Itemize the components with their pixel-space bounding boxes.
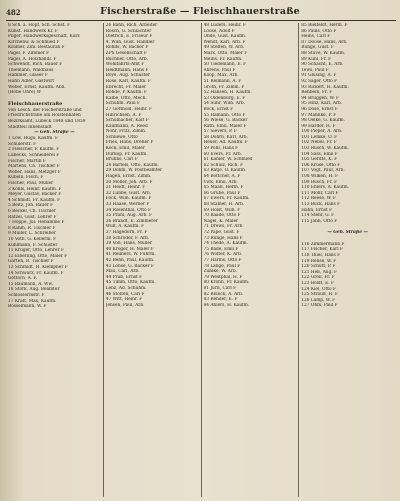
directory-entry: Runge, Gust. F bbox=[301, 45, 334, 51]
directory-entry: 116 Zimmermann F bbox=[301, 241, 345, 247]
directory-entry: 103 Rusch, W. Kaufm. bbox=[301, 146, 349, 152]
directory-entry: Rohlfs, W. Bäcker F bbox=[105, 45, 149, 51]
directory-entry: 9 Müller, L. Schreiber bbox=[8, 231, 56, 237]
directory-entry: 84 Ahlers, H. Kaufm. bbox=[203, 302, 250, 308]
directory-entry: 51 Reimann, A. F bbox=[203, 78, 242, 84]
directory-entry: 54 Suhr, Wilh. Arb. bbox=[203, 101, 245, 107]
directory-entry: 58 Dohrn, Karl, Arb. bbox=[203, 134, 248, 140]
directory-entry: (Hohe Ohre) W bbox=[8, 90, 42, 96]
directory-entry: 88 Stüve, W. Kaufm. bbox=[301, 50, 346, 56]
directory-entry: 37 Hagedorn, Fr. F bbox=[105, 229, 148, 235]
directory-entry: 86 Pauls, Otto F bbox=[301, 28, 337, 34]
columns-container bbox=[6, 23, 396, 497]
directory-entry: 56 Wiese, G. Bäcker bbox=[203, 118, 248, 124]
directory-entry: 124 Kiel, Otto F bbox=[301, 286, 336, 292]
directory-entry: 65 Maaß, Herm. F bbox=[203, 185, 244, 191]
directory-entry: — Geh. Straße — bbox=[327, 229, 368, 235]
directory-entry: 66 Grube, Paul F bbox=[203, 190, 241, 196]
directory-entry: 106 Kruse, Otto F bbox=[301, 162, 341, 168]
directory-entry: 95 Hinz, Karl, Arb. bbox=[301, 101, 343, 107]
directory-entry: Vick, Emil, Arb. bbox=[203, 179, 238, 185]
directory-entry: Weber, Hans, Metzger F bbox=[8, 169, 61, 175]
directory-entry: Von Lesch. der Fischerstraße und bbox=[8, 107, 82, 113]
directory-entry: 77 Harms, Otto F bbox=[203, 257, 242, 263]
directory-entry: 36 Brandt, E. Zimmerer bbox=[105, 218, 158, 224]
directory-entry: 38 Schröder, F. Arb. bbox=[105, 235, 150, 241]
directory-entry: 29 Dohm, W. Postbeamter bbox=[105, 168, 163, 174]
directory-entry: Bruhns, Carl F bbox=[105, 157, 138, 163]
directory-entry: 14 Schwarz, Fr. Kaufm. F bbox=[8, 270, 64, 276]
directory-entry: Meyer, Gustav, Bäcker F bbox=[8, 192, 62, 198]
directory-entry: 44 Prüß, Ernst F bbox=[105, 274, 143, 280]
directory-entry: 78 Lange, Paul F bbox=[203, 263, 241, 269]
directory-entry: Garten, B. Tischler F bbox=[8, 259, 54, 265]
directory-entry: Rohde, P. Kaufm. F bbox=[105, 90, 148, 96]
directory-entry: 47 Witt, Heinr. F bbox=[105, 297, 143, 303]
directory-entry: 85 Bielfeldt, Herm. F bbox=[301, 23, 348, 28]
directory-entry: Rose, Karl, Kaufm. F bbox=[105, 78, 151, 84]
directory-entry: 10 Voth, G. Kellerm. F bbox=[8, 236, 57, 242]
directory-entry: Martens, Ch. Tischler F bbox=[8, 164, 60, 170]
directory-entry: 109 Busch, Fr. F bbox=[301, 179, 338, 185]
directory-entry: 15 Baumann, A. Ww. bbox=[8, 281, 54, 287]
directory-entry: 90 Schacht, E. Arb. bbox=[301, 62, 344, 68]
directory-entry: 5 Beitz, Joh. Bauer F bbox=[8, 203, 54, 209]
directory-entry: Kock, Emil, Maler bbox=[105, 146, 145, 152]
directory-entry: 30 Möller, Joh. Arb. F bbox=[105, 179, 153, 185]
directory-entry: Hinrichsen, A. F bbox=[105, 112, 142, 118]
directory-entry: 17 Kraft, Max, Kaufm. bbox=[8, 298, 57, 304]
directory-entry: Rath, Emil, Maler F bbox=[203, 123, 247, 129]
directory-entry: Fries, Hans, Dreher F bbox=[105, 140, 154, 146]
directory-entry: 11 Krüger, Otto, Lehrer F bbox=[8, 248, 64, 254]
directory-entry: Schuhm. Paul F bbox=[105, 101, 140, 107]
column-4 bbox=[299, 23, 396, 497]
directory-entry: 60 Evers, Fr. Arb. bbox=[203, 151, 242, 157]
directory-entry: 91 Glüsing, A. F bbox=[301, 73, 337, 79]
directory-entry: Heins, Carl F bbox=[301, 34, 331, 40]
directory-entry: 96 Dose, Ernst F bbox=[301, 106, 338, 112]
directory-entry: 31 Heidt, Heinr. F bbox=[105, 185, 146, 191]
directory-entry: 100 Pieper, A. Arb. bbox=[301, 129, 343, 135]
directory-entry: 82 Blunck, A. Arb. bbox=[203, 291, 244, 297]
directory-entry: 1 Löw, Hugo, Kaufm. F bbox=[8, 136, 58, 142]
directory-entry: Hammer, Glaser F bbox=[8, 73, 48, 79]
directory-entry: 2 Fleischer, P. Kaufm. F bbox=[8, 147, 60, 153]
directory-entry: 110 Ehlers, A. Kaufm. bbox=[301, 185, 350, 191]
directory-entry: 57 Sievers, P. F bbox=[203, 129, 237, 135]
directory-entry: Rätzel, Gust. Lehrer F bbox=[8, 214, 57, 220]
directory-entry: 61 Kähler, W. Schmied bbox=[203, 157, 253, 163]
directory-entry: 28 Bartels, Otto, Kaufm. bbox=[105, 162, 159, 168]
directory-entry: Bock, Ernst F bbox=[203, 106, 234, 112]
directory-entry: 67 Ewers, Fr. Kaufm. bbox=[203, 196, 250, 202]
directory-entry: Hahn, Ernst F bbox=[301, 207, 333, 213]
directory-entry: 75 Bade, Emil F bbox=[203, 246, 239, 252]
directory-entry: Gottsch, A. F. bbox=[8, 276, 38, 282]
directory-entry: 79 Westphal, H. F bbox=[203, 274, 243, 280]
directory-entry: 63 Ratje, O. Kaufm. bbox=[203, 168, 247, 174]
directory-entry: Boye, Aug. Schuster bbox=[105, 73, 150, 79]
directory-entry: Ahrens, Paul F bbox=[203, 67, 236, 73]
directory-entry: Dürkop, Fr. Kaufm. bbox=[105, 151, 148, 157]
directory-entry: 87 Doose, Hans, Arb. bbox=[301, 39, 348, 45]
directory-entry: 8 Sch. a. Hopf, Sch. Schst. F bbox=[8, 23, 71, 28]
directory-entry: 121 Heß, Aug. F bbox=[301, 269, 338, 275]
directory-entry: 33 Haase, Werner F bbox=[105, 202, 150, 207]
directory-entry: Pagel, A. Holzhandl. F bbox=[8, 56, 57, 62]
directory-entry: Marx, Otto, Maler F bbox=[203, 50, 248, 56]
directory-entry: Tews, Paul F bbox=[301, 67, 329, 73]
directory-entry: Heidtmann, Hans F bbox=[105, 67, 149, 73]
directory-entry: Schumacher, Karl F bbox=[105, 118, 149, 124]
directory-entry: 49 Steffen, W. Arb. bbox=[203, 45, 245, 51]
directory-entry: 117 Fischer, Karl F bbox=[301, 247, 343, 253]
directory-entry: Kunst. Handwerk Kr. F bbox=[8, 28, 58, 34]
directory-entry: Kuhlmann, F. Schuster bbox=[8, 242, 58, 248]
directory-entry: Ebrecht, Fr. Maler bbox=[105, 84, 147, 90]
directory-entry: 71 Drews, Fr. Arb. bbox=[203, 224, 244, 230]
directory-entry: Lenz, Ad. Schuhm. bbox=[105, 285, 147, 291]
directory-entry: 125 Strauß, H. F bbox=[301, 292, 338, 298]
directory-entry: Fischer, Martin F bbox=[8, 158, 46, 164]
column-3 bbox=[202, 23, 300, 497]
directory-entry: 32 Lübbe, Gust. Arb. bbox=[105, 190, 152, 196]
directory-entry: 111 Mohr, Carl F bbox=[301, 190, 339, 196]
directory-entry: Rehbein, Fr. F bbox=[301, 90, 333, 96]
directory-entry: Groth, Fr. Zimm. F bbox=[203, 84, 245, 90]
directory-entry: Mau, Carl, Arb. bbox=[105, 269, 140, 275]
directory-entry: Fleischhauerstraße bbox=[8, 101, 63, 108]
directory-entry: Fischer, Paul, Müller bbox=[8, 181, 54, 187]
directory-entry: 118 Thiel, Hans F bbox=[301, 252, 341, 258]
directory-entry: 122 Grell, Fr. F bbox=[301, 275, 335, 281]
directory-entry: 126 Lamp, W. F bbox=[301, 297, 336, 303]
directory-entry: 4. Wuh. Gust. Händler bbox=[105, 39, 155, 45]
directory-entry: Kaufmann, A. Reed bbox=[105, 123, 148, 129]
directory-entry: 45 Timm, Otto, Kaufm. bbox=[105, 280, 156, 286]
directory-entry: 53 Oldenburg, E. F bbox=[203, 95, 246, 101]
directory-entry: 26 Bahn, Rich. Arbeiter bbox=[105, 23, 158, 28]
directory-entry: Jensen, Paul, Arb. bbox=[105, 302, 145, 308]
directory-entry: 89 Kühl, Fr. F bbox=[301, 56, 332, 62]
directory-entry: 80 Krohn, Fr. Kaufm. bbox=[203, 280, 250, 286]
directory-entry: 8 Rahm, R. Tischler F bbox=[8, 225, 56, 231]
directory-entry: 98 Oelke, G. Kaufm. bbox=[301, 118, 345, 124]
directory-entry: 83 Rehder, E. F bbox=[203, 297, 238, 303]
directory-entry: Pagel, F. Zimmer F bbox=[8, 50, 50, 56]
directory-entry: Loose, Adolf F bbox=[203, 28, 235, 34]
directory-entry: Heuer, Ad. Kaufm. F bbox=[203, 140, 248, 146]
directory-entry: 50 Tiedemann, E. F bbox=[203, 62, 247, 68]
page-header bbox=[0, 0, 400, 22]
directory-entry: 16 Stork, Aug. Beamter bbox=[8, 287, 60, 293]
directory-entry: 13 Schmidt, H. Klempner F bbox=[8, 264, 68, 270]
directory-entry: 104 Sass, Emil F bbox=[301, 151, 338, 157]
directory-entry: 99 Harder, H. F bbox=[301, 123, 336, 129]
directory-entry: 35 Prahl, Aug. Arb. F bbox=[105, 213, 152, 219]
directory-entry: 76 Wolter, K. Arb. bbox=[203, 252, 243, 258]
directory-entry: 92 Sager, Otto F bbox=[301, 78, 338, 84]
directory-entry: Hähn Adler, Gastwirt bbox=[8, 78, 55, 84]
directory-entry: 41 Reimers, W. Fuhrm. bbox=[105, 252, 156, 258]
directory-entry: 73 Runge, Hans F bbox=[203, 235, 243, 241]
directory-entry: Thiemann, Waldhaus bbox=[8, 67, 54, 73]
directory-entry: Büchner, Otto, Arb. bbox=[105, 56, 149, 62]
directory-entry: Hagen, Ernst, Zimm. bbox=[105, 174, 152, 180]
directory-entry: 46 Stolten, Carl F bbox=[105, 291, 145, 297]
directory-entry: Wulf, A. Kaufm. F bbox=[105, 224, 145, 230]
column-2 bbox=[104, 23, 202, 497]
directory-entry: 102 Nebel, Fr. F bbox=[301, 140, 337, 146]
directory-entry: 105 Gerdts, K. F bbox=[301, 157, 338, 163]
directory-entry: 74 Thede, A. Kaufm. bbox=[203, 241, 248, 247]
page-number: 482 bbox=[6, 8, 21, 17]
directory-entry: 120 Schütt, P. F bbox=[301, 264, 336, 270]
directory-entry: 52 Hansen, H. Kaufm. bbox=[203, 90, 252, 96]
directory-entry: Schwendt, Rich. Bauer F bbox=[8, 62, 63, 68]
directory-entry: 55 Hamann, Otto F bbox=[203, 112, 246, 118]
directory-entry: 94 Brüggen, W. F bbox=[301, 95, 339, 101]
directory-entry: 72 Pape, Gust. F bbox=[203, 229, 240, 235]
directory-entry: Stadtteil Innenstadt bbox=[8, 124, 52, 130]
directory-entry: Ohde, Gust. Kaufm. bbox=[203, 34, 247, 40]
directory-entry: 97 Mahnke, P. F bbox=[301, 112, 337, 118]
directory-entry: — Geh. Straße — bbox=[34, 130, 75, 136]
directory-entry: 6 Beckel, Ch. Tischler bbox=[8, 209, 56, 215]
directory-entry: Wohlfahrts-Amt F bbox=[105, 62, 145, 68]
directory-entry: 12 Elberling, Otto, Maler F bbox=[8, 253, 68, 259]
directory-entry: 68 Stamer, H. Arb. bbox=[203, 202, 245, 207]
directory-entry: Kramer, Zim. Bestauran F bbox=[8, 45, 65, 51]
directory-entry: Fock, Wilh. Kaufm. F bbox=[105, 196, 152, 202]
directory-entry: 108 Wilken, H. F bbox=[301, 174, 339, 180]
directory-entry: Kalbe, Otto, Mech. bbox=[105, 95, 147, 101]
directory-entry: 81 Jürß, Carl F bbox=[203, 285, 237, 291]
directory-entry: 34 Rosenthal, Otto F bbox=[105, 207, 151, 213]
directory-entry: 115 Jahn, Otto F bbox=[301, 218, 338, 224]
directory-entry: 127 Ohm, Paul F bbox=[301, 303, 338, 309]
directory-entry: Friedrichstraße am Holstenhafen bbox=[8, 113, 81, 119]
directory-entry: Wendt, Karl, Arb. F bbox=[203, 39, 246, 45]
directory-entry: Weber, Ernst, Kaufm. Abh. bbox=[8, 84, 66, 90]
directory-entry: Kübeln, Fisch. F bbox=[8, 175, 44, 181]
directory-entry: 70 Baade, Otto F bbox=[203, 213, 241, 219]
directory-entry: 27 Gotthold, Heinr. F bbox=[105, 106, 152, 112]
directory-entry: Bezirksamt, Lübeck 1848 und 1859 bbox=[8, 118, 86, 124]
directory-entry: Schlossermstr. F bbox=[8, 292, 45, 298]
header-rule bbox=[6, 20, 396, 21]
directory-entry: Schülerstr. F bbox=[8, 141, 37, 147]
running-title: Fischerstraße — Fleischhauerstraße bbox=[100, 6, 300, 17]
directory-entry: 69 Holst, Wilh. F bbox=[203, 207, 241, 213]
directory-entry: 48 Lüders, Heinr. F bbox=[203, 23, 246, 28]
directory-entry: 112 Reese, W. F bbox=[301, 196, 336, 202]
directory-entry: Nohr, Fritz, Zimm. bbox=[105, 129, 147, 135]
directory-entry: 123 Boldt, E. F bbox=[301, 280, 334, 286]
directory-entry: Kirchenw. & Schmied F bbox=[8, 39, 60, 45]
directory-entry: 119 Rehse, W. F bbox=[301, 258, 337, 264]
directory-entry: 42 Behn, Paul, Kaufm. bbox=[105, 257, 155, 263]
directory-entry: Rösch, G. Schlachter bbox=[105, 28, 152, 34]
directory-entry: Lübecks, Schneiderei F bbox=[8, 153, 60, 159]
directory-entry: 3 Kohls, Heinr. Kaufm. F bbox=[8, 186, 62, 192]
directory-entry: Schliewe, Otto bbox=[105, 134, 138, 140]
column-1 bbox=[6, 23, 104, 497]
directory-entry: 7 Hoppe, Jul. Hebamme F bbox=[8, 220, 65, 226]
directory-entry: 107 Vogt, Paul, Arb. bbox=[301, 168, 345, 174]
directory-entry: Bosselmann, W. F bbox=[8, 304, 47, 310]
directory-entry: 62 Schulz, Rich. F bbox=[203, 162, 244, 168]
directory-entry: 114 Stehr, G. F bbox=[301, 213, 335, 219]
directory-entry: 93 Rickert, H. Kaufm. bbox=[301, 84, 349, 90]
directory-entry: Meins, Fr. Kaufm. bbox=[203, 56, 243, 62]
directory-entry: 113 Buck, Hans F bbox=[301, 202, 341, 207]
directory-entry: 64 Böttcher, A. F bbox=[203, 174, 241, 180]
directory-entry: 4 Schmidt, Fr. Kaufm. F bbox=[8, 197, 61, 203]
directory-entry: Dietrich, E. Friseur F bbox=[105, 34, 153, 40]
directory-entry: Nagel, K. Maler bbox=[203, 218, 239, 224]
directory-entry: 59 Pohl, Hans F bbox=[203, 146, 239, 152]
directory-entry: 101 Lemke, O. F bbox=[301, 134, 338, 140]
directory-entry: Koop, Max, Arb. bbox=[203, 73, 239, 79]
directory-entry: Zühlke, W. Arb. bbox=[203, 269, 237, 275]
directory-entry: ZPS Gesellschaft F bbox=[105, 50, 148, 56]
directory-entry: Pilger, Handwerksgeschäft, Kurz bbox=[8, 34, 80, 40]
directory-entry: 40 Kröger, H. Maler F bbox=[105, 246, 154, 252]
directory-entry: 39 Voß, Hans, Müller bbox=[105, 241, 153, 247]
directory-entry: 43 Lohse, G. Bäcker F bbox=[105, 263, 154, 269]
